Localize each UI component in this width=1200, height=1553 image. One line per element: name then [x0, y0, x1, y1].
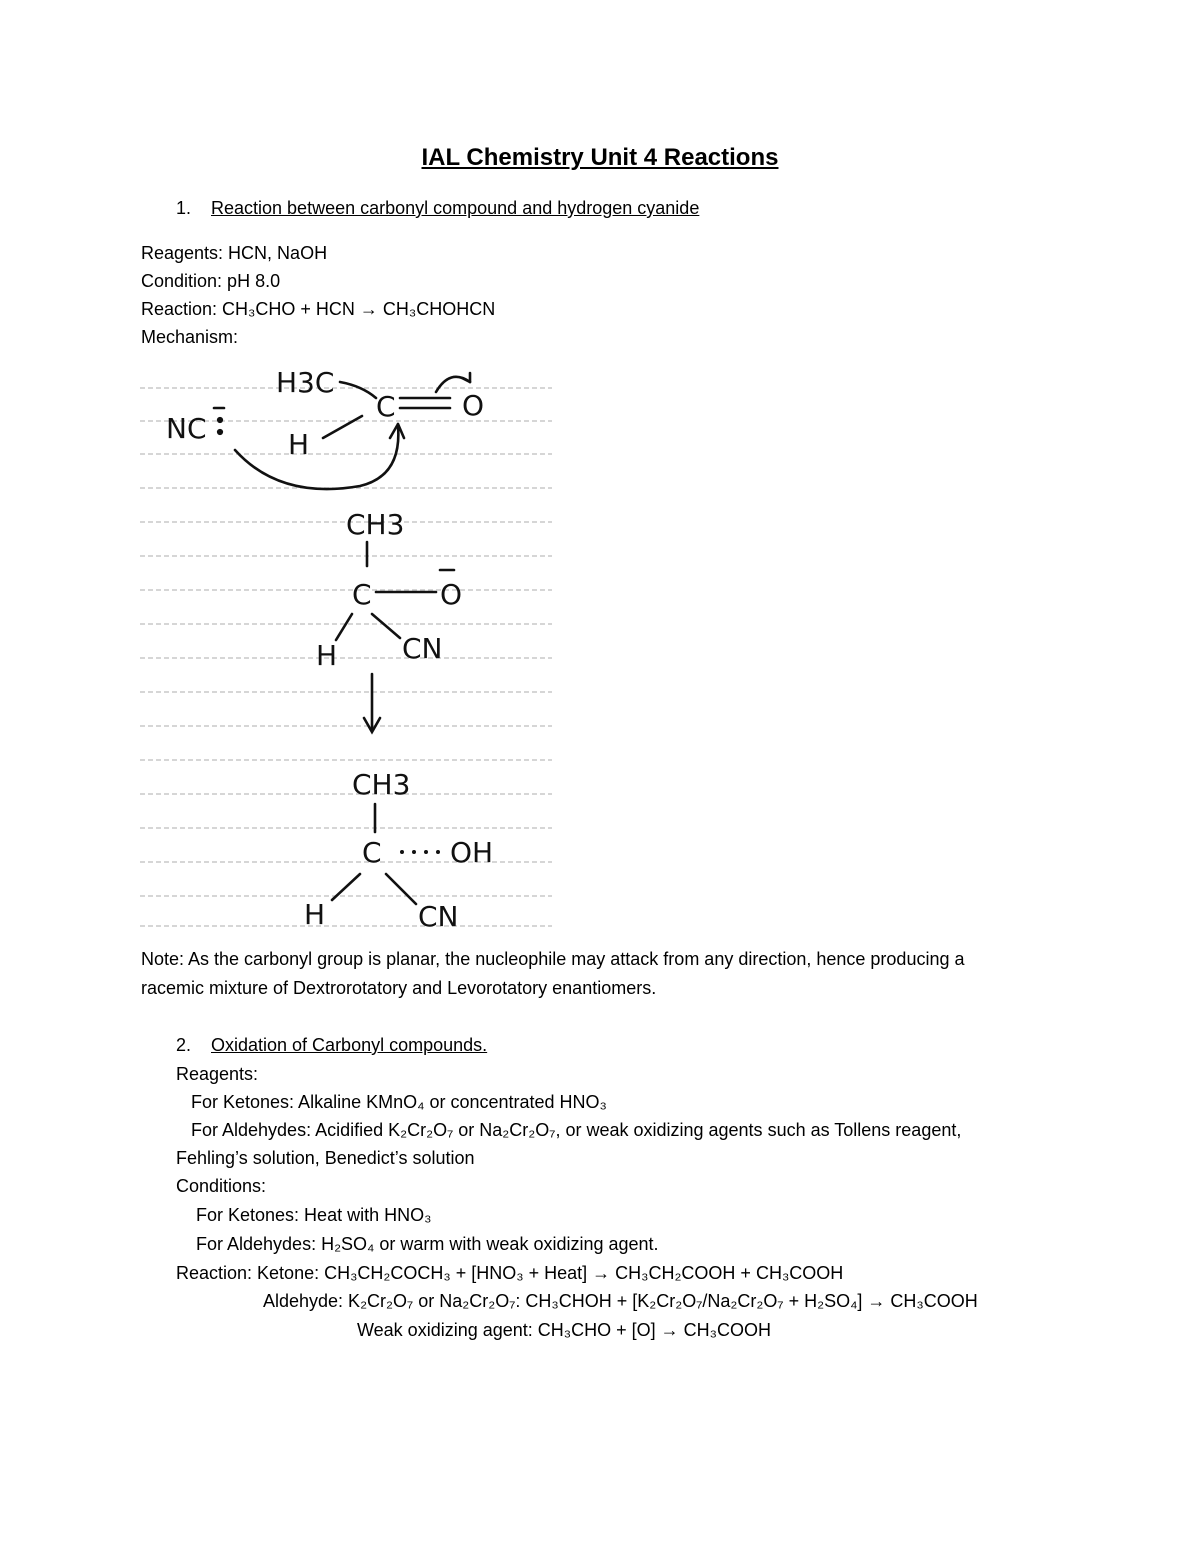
- bond-c3-h3: [332, 874, 360, 900]
- mech-c3: C: [362, 836, 382, 869]
- mech-c2: C: [352, 578, 372, 611]
- note-line-2: racemic mixture of Dextrorotatory and Levorotatory enantiomers.: [141, 978, 657, 998]
- mech-c1: C: [376, 390, 396, 423]
- section-1-number: 1.: [176, 198, 192, 218]
- s2-reaction-ketone: Reaction: Ketone: CH₃CH₂COCH₃ + [HNO₃ + Heat] → CH₃CH₂COOH + CH₃COOH: [176, 1263, 844, 1283]
- section-2-heading: Oxidation of Carbonyl compounds.: [211, 1035, 488, 1055]
- s2-aldehyde-reagent-1: For Aldehydes: Acidified K₂Cr₂O₇ or Na₂Cr₂O₇, or weak oxidizing agents such as Tollens reagent,: [191, 1120, 962, 1140]
- s2-reaction-aldehyde: Aldehyde: K₂Cr₂O₇ or Na₂Cr₂O₇: CH₃CHOH + [K₂Cr₂O₇/Na₂Cr₂O₇ + H₂SO₄] → CH₃COOH: [263, 1291, 978, 1311]
- bond-c2-h2: [336, 614, 352, 640]
- mech-h3: H: [304, 898, 326, 931]
- section-2-number: 2.: [176, 1035, 192, 1055]
- bond-c3-cn3: [386, 874, 416, 904]
- lone-pair-dot-1: [218, 418, 222, 422]
- bond-h-c: [323, 416, 362, 438]
- mechanism-drawing: [140, 358, 552, 933]
- attack-arrow: [235, 426, 398, 489]
- lone-pair-dot-2: [218, 430, 222, 434]
- mech-o2: O: [440, 578, 463, 611]
- mech-h1: H: [288, 428, 310, 461]
- mech-ch3-a: CH3: [346, 508, 405, 541]
- mech-cn2: CN: [402, 632, 443, 665]
- curly-arrow-co-head: [462, 373, 470, 382]
- section-1-heading: Reaction between carbonyl compound and hydrogen cyanide: [211, 198, 700, 218]
- s2-ketone-reagent: For Ketones: Alkaline KMnO₄ or concentrated HNO₃: [191, 1092, 607, 1112]
- bond-c2-cn2: [372, 614, 400, 638]
- mechanism-label: Mechanism:: [141, 327, 239, 347]
- condition-line: Condition: pH 8.0: [141, 271, 281, 291]
- mech-h3c: H3C: [276, 366, 335, 399]
- s2-reagents-label: Reagents:: [176, 1064, 259, 1084]
- reagents-line: Reagents: HCN, NaOH: [141, 243, 328, 263]
- mech-h2: H: [316, 639, 338, 672]
- reaction-line: Reaction: CH₃CHO + HCN → CH₃CHOHCN: [141, 299, 496, 319]
- s2-reaction-weak: Weak oxidizing agent: CH₃CHO + [O] → CH₃COOH: [357, 1320, 771, 1340]
- mech-o1: O: [462, 389, 485, 422]
- note-line-1: Note: As the carbonyl group is planar, the nucleophile may attack from any direction, hence producing a: [141, 949, 965, 969]
- s2-ketone-condition: For Ketones: Heat with HNO₃: [196, 1205, 432, 1225]
- s2-conditions-label: Conditions:: [176, 1176, 267, 1196]
- bond-h3c-c: [340, 382, 376, 398]
- mech-cn3: CN: [418, 900, 459, 933]
- s2-aldehyde-condition: For Aldehydes: H₂SO₄ or warm with weak oxidizing agent.: [196, 1234, 659, 1254]
- dotted-bond-c-oh: [400, 850, 440, 854]
- document-title: IAL Chemistry Unit 4 Reactions: [421, 144, 779, 171]
- mech-oh3: OH: [450, 836, 494, 869]
- mech-nc: NC: [166, 412, 207, 445]
- s2-aldehyde-reagent-2: Fehling’s solution, Benedict’s solution: [176, 1148, 475, 1168]
- mech-ch3-b: CH3: [352, 768, 411, 801]
